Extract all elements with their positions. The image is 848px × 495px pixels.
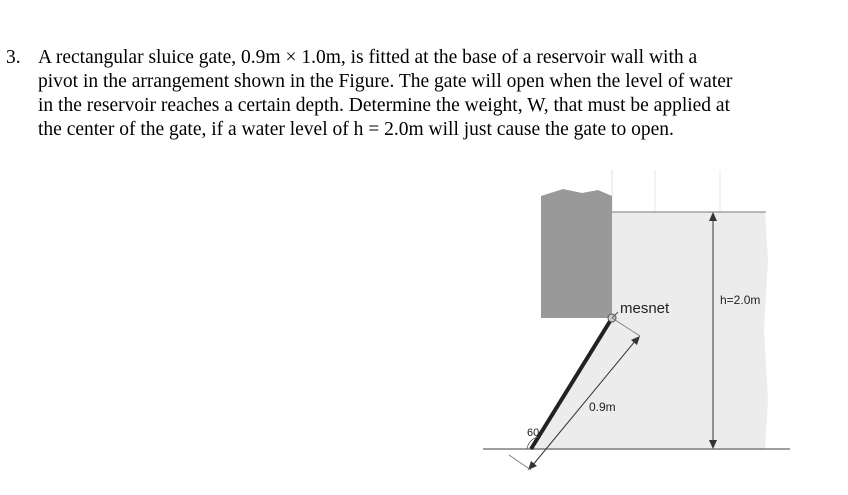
angle-label: 60	[527, 427, 540, 439]
problem-line: A rectangular sluice gate, 0.9m × 1.0m, is fitted at the base of a reservoir wall with a	[38, 47, 698, 68]
problem-line: in the reservoir reaches a certain depth. Determine the weight, W, that must be applied at	[38, 95, 731, 116]
height-label: h=2.0m	[720, 293, 761, 307]
problem-number: 3.	[6, 47, 21, 68]
problem-line: pivot in the arrangement shown in the Figure. The gate will open when the level of water	[38, 71, 733, 92]
problem-line: the center of the gate, if a water level of h = 2.0m will just cause the gate to open.	[38, 119, 674, 140]
pivot-label: mesnet	[620, 300, 670, 317]
reservoir-wall	[541, 189, 612, 318]
extension-line	[509, 455, 531, 470]
gate-length-label: 0.9m	[589, 400, 616, 414]
